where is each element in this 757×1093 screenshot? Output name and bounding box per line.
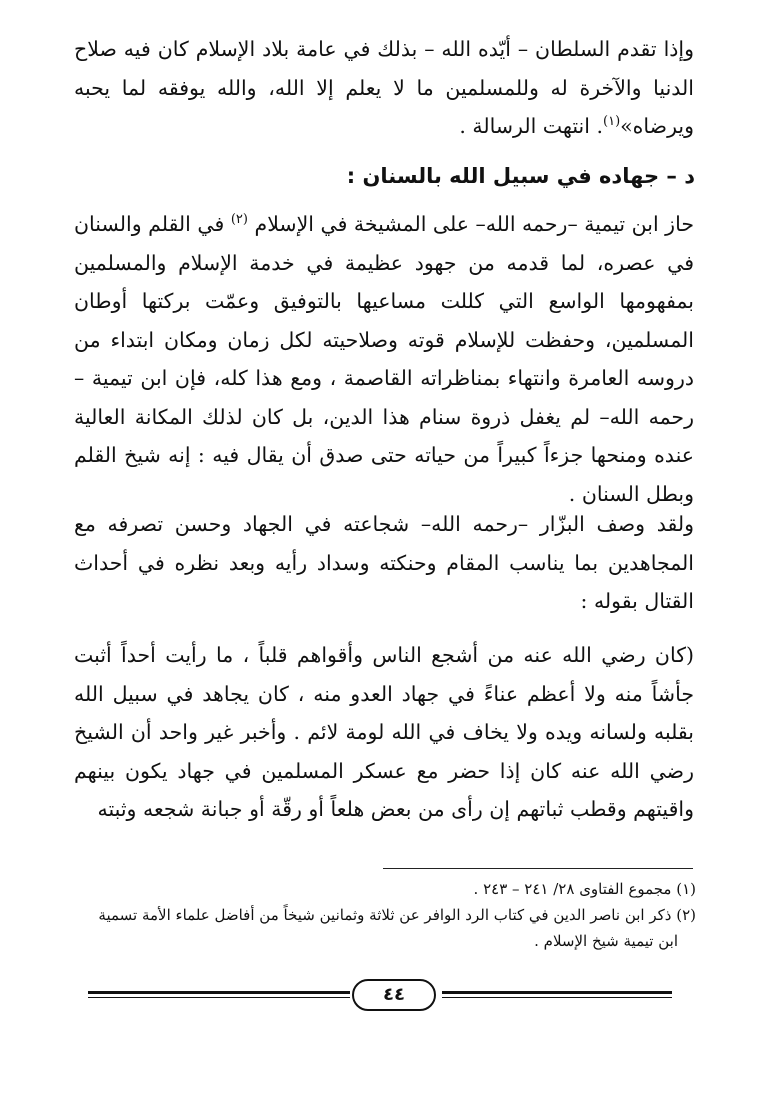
footnote-divider [383, 868, 693, 869]
footer-rule [442, 991, 672, 994]
footer-rule [88, 991, 350, 994]
page-footer [88, 975, 672, 1015]
footnote-1: (١) مجموع الفتاوى ٢٨/ ٢٤١ – ٢٤٣ . [473, 880, 696, 898]
footnote-2-continued: ابن تيمية شيخ الإسلام . [534, 932, 678, 950]
footer-rule [442, 997, 672, 998]
paragraph-text-continued: في القلم والسنان في عصره، لما قدمه من جهود عظيمة في خدمة الإسلام والمسلمين بمفهومها الواسع التي كللت مساعيها بالتوفيق وعمّت بركتها أوطان المسلمين، وحفظت للإسلام قوته وصلاحيته لكل زمان ومكان ابتداء من دروسه العامرة وانتهاء بمناظراته القاصمة ، ومع هذا كله، فإن ابن تيمية –رحمه الله– لم يغفل ذروة سنام هذا الدين، بل كان لذلك المكانة العالية عنده ومنحها جزءاً كبيراً من حياته حتى صدق أن يقال فيه : إنه شيخ القلم وبطل السنان . [74, 212, 694, 506]
paragraph-quote: (كان رضي الله عنه من أشجع الناس وأقواهم قلباً ، ما رأيت أحداً أثبت جأشاً منه ولا أعظم عناءً في جهاد العدو منه ، كان يجاهد في سبيل الله بقلبه ولسانه ويده ولا يخاف في الله لومة لائم . وأخبر غير واحد أن الشيخ رضي الله عنه كان إذا حضر مع عسكر المسلمين في جهاد يكون بينهم واقيتهم وقطب ثباتهم إن رأى من بعض هلعاً أو رقّة أو جبانة شجعه وثبته [74, 643, 694, 821]
footnote-reference: (٢) [230, 212, 248, 228]
paragraph-jihad-intro [74, 205, 694, 513]
paragraph-text-tail: . انتهت الرسالة . [459, 114, 603, 138]
paragraph-text: وإذا تقدم السلطان – أيّده الله – بذلك في عامة بلاد الإسلام كان فيه صلاح الدنيا والآخرة له وللمسلمين ما لا يعلم إلا الله، والله يوفقه لما يحبه ويرضاه» [74, 37, 694, 138]
paragraph-bazzar-description: ولقد وصف البزّار –رحمه الله– شجاعته في الجهاد وحسن تصرفه مع المجاهدين بما يناسب المقام وحنكته وسداد رأيه وبعد نظره في أحداث القتال بقوله : [74, 512, 694, 613]
paragraph-letter-conclusion [74, 30, 694, 146]
footer-rule [88, 997, 350, 998]
page-number: ٤٤ [352, 979, 436, 1011]
section-heading: د – جهاده في سبيل الله بالسنان : [346, 164, 695, 188]
footnote-2: (٢) ذكر ابن ناصر الدين في كتاب الرد الوافر عن ثلاثة وثمانين شيخاً من أفاضل علماء الأمة تسمية [98, 906, 696, 924]
paragraph-text: حاز ابن تيمية –رحمه الله– على المشيخة في الإسلام [254, 212, 694, 236]
footnotes [64, 876, 696, 954]
footnote-reference: (١) [603, 114, 621, 130]
